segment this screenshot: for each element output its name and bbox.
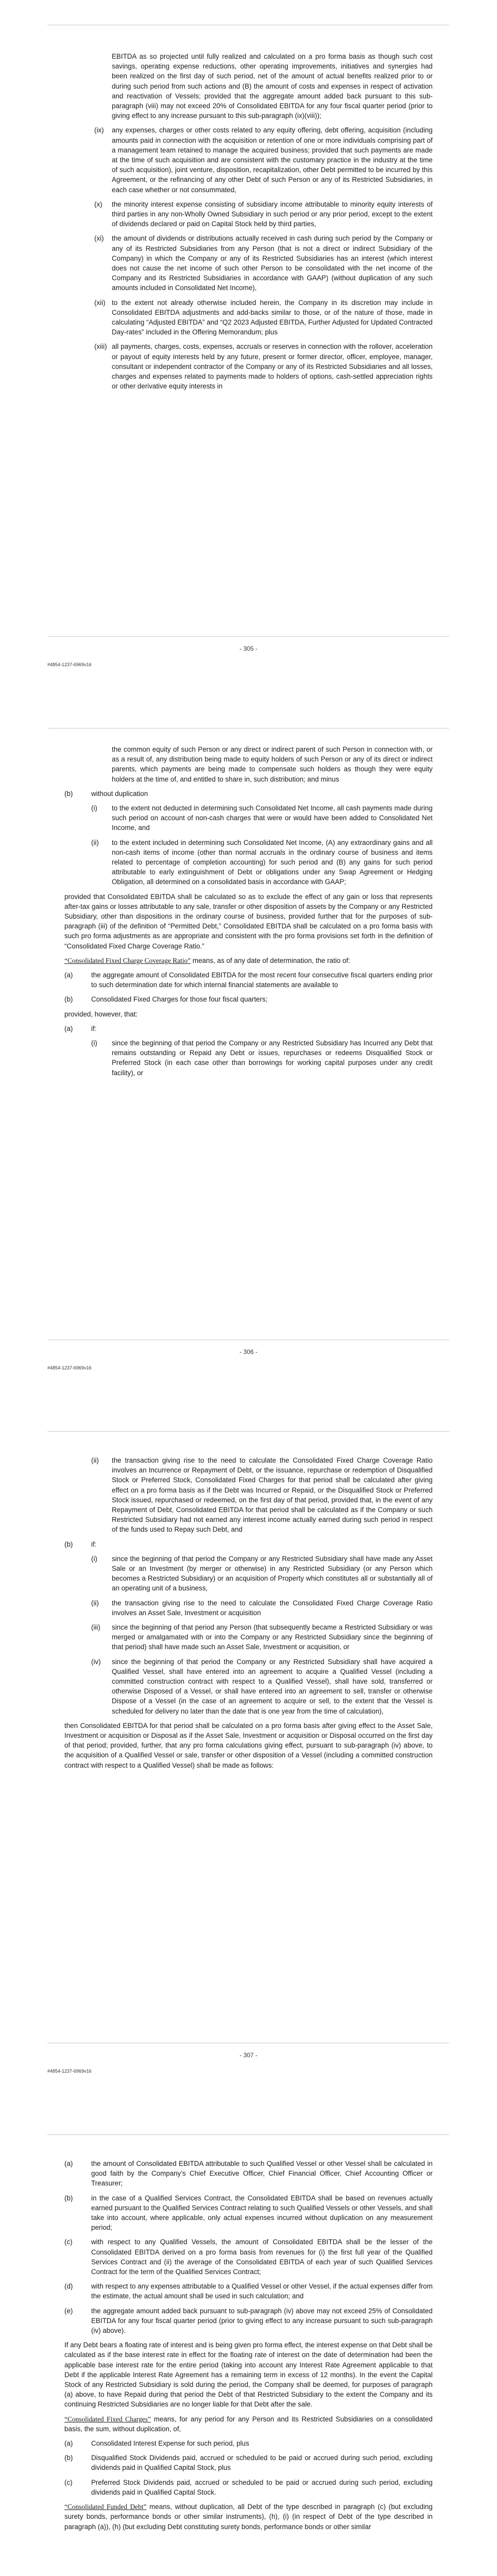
clause-text: in the case of a Qualified Services Contract, the Consolidated EBITDA shall be based on revenues actually earned pursuant to the Qualified Services Contract relating to such Qualified Vessels or other Vessels, and shall take into account, where applicable, only actual expenses incurred without duplication on any measurement period; (91, 2194, 433, 2232)
defined-term: “Consolidated Funded Debt” (64, 2503, 147, 2511)
clause-number: (xiii) (94, 343, 107, 351)
clause-item (64, 994, 433, 1004)
clause-text: Consolidated Fixed Charges for those four fiscal quarters; (91, 995, 268, 1004)
clause-item (64, 803, 433, 833)
clause-number: (xii) (94, 298, 106, 307)
defined-term: “Consolidated Fixed Charge Coverage Ratio” (64, 956, 191, 964)
clause-text: to the extent not already otherwise included herein, the Company in its discretion may include in Consolidated EBITDA adjustments and add-backs similar to those, or of the nature of those, made in calculating “Adjusted EBITDA” and “Q2 2023 Adjusted EBITDA, Further Adjusted for Updated Contracted Day-rates” included in the Offering Memorandum; plus (112, 298, 433, 336)
definition-paragraph (64, 2502, 433, 2532)
clause-item (64, 2193, 433, 2233)
clause-item (64, 1539, 433, 1549)
clause-text: Preferred Stock Dividends paid, accrued or scheduled to be paid or accrued during such period, excluding dividends paid in Qualified Capital Stock. (91, 2478, 433, 2496)
definition-paragraph (64, 956, 433, 965)
clause-text: without duplication (91, 789, 148, 798)
clause-number: (a) (64, 1024, 73, 1032)
clause-number: (i) (91, 1554, 97, 1563)
clause-text: if: (91, 1024, 97, 1032)
clause-number: (ii) (91, 838, 99, 846)
floating-rate-paragraph: If any Debt bears a floating rate of interest and is being given pro forma effect, the interest expense on that Debt shall be calculated as if the base interest rate in effect for the floating rate of interest on the date of determination had been the applicable base interest rate for the entire period (taking into account any Interest Rate Agreement applicable to that Debt if the applicable Interest Rate Agreement has a remaining term in excess of 12 months). In the event the Capital Stock of any Restricted Subsidiary is sold during the period, the Company shall be deemed, for purposes of paragraph (a) above, to have Repaid during that period the Debt of that Restricted Subsidiary to the extent the Company and its continuing Restricted Subsidiaries are no longer liable for that Debt after the sale. (64, 2341, 433, 2409)
defined-term: “Consolidated Fixed Charges” (64, 2415, 151, 2423)
clause-text: Consolidated Interest Expense for such period, plus (91, 2439, 249, 2448)
proviso-paragraph: provided that Consolidated EBITDA shall be calculated so as to exclude the effect of any gain or loss that represents after-tax gains or losses attributable to any sale, transfer or other disposition of assets by the Company or any Restricted Subsidiary, other than dispositions in the ordinary course of business, provided further that for the purposes of sub-paragraph (iii) of the definition of “Permitted Debt,” Consolidated EBITDA shall be calculated on a pro forma basis with such pro forma adjustments as are appropriate and consistent with the pro forma provisions set forth in the definition of “Consolidated Fixed Charge Coverage Ratio.” (64, 892, 433, 950)
clause-number: (iv) (91, 1657, 101, 1666)
proviso-line: provided, however, that: (64, 1010, 138, 1018)
clause-item (64, 199, 433, 229)
definition-paragraph (64, 2414, 433, 2434)
clause-text: any expenses, charges or other costs related to any equity offering, debt offering, acquisition (including amounts paid in connection with the acquisition or retention of one or more individuals comprising part of a management team retained to manage the acquired business; provided that such payments are made at the time of such acquisition and are consistent with the customary practice in the industry at the time of such acquisition), joint venture, disposition, recapitalization, other Debt permitted to be incurred by this Agreement, or the refinancing of any other Debt of such Person or any of its Restricted Subsidiaries, in each case whether or not consummated, (112, 126, 433, 194)
closing-paragraph: then Consolidated EBITDA for that period shall be calculated on a pro forma basis after giving effect to the Asset Sale, Investment or acquisition or Disposal as if the Asset Sale, Investment or acquisition or Disposal occurred on the first day of that period; provided, further, that any pro forma calculations giving effect, pursuant to sub-paragraph (iv) above, to the acquisition of a Qualified Vessel or sale, transfer or other disposition of a Vessel (including a committed construction contract with respect to a Qualified Vessel) shall be made as follows: (64, 1721, 433, 1769)
document-page-307 (0, 1406, 497, 2110)
paragraph-continuation: the common equity of such Person or any direct or indirect parent of such Person in connection with, or as a result of, any distribution being made to equity holders of such Person or any of its direct or indirect parents, which payments are being made to compensate such holders as though they were equity holders at the time of, and entitled to share in, such distribution; and minus (112, 745, 433, 783)
clause-text: with respect to any expenses attributable to a Qualified Vessel or other Vessel, if the actual expenses differ from the estimate, the actual amount shall be used in such calculation; and (91, 2282, 433, 2300)
clause-item (64, 342, 433, 391)
page-number: - 306 - (239, 1348, 258, 1355)
clause-number: (ii) (91, 1456, 99, 1464)
clause-number: (b) (64, 2454, 73, 2462)
clause-text: since the beginning of that period any Person (that subsequently became a Restricted Subsidiary or was merged or amalgamated with or into the Company or any Restricted Subsidiary since the beginning of that period) shall have made such an Asset Sale, Investment or acquisition, or (112, 1623, 433, 1651)
clause-number: (b) (64, 2194, 73, 2202)
clause-item (64, 298, 433, 337)
page-body (64, 52, 433, 396)
clause-item (64, 970, 433, 990)
clause-number: (a) (64, 971, 73, 979)
clause-text: the minority interest expense consisting of subsidiary income attributable to minority equity interests of third parties in any non-Wholly Owned Subsidiary in such period or any prior period, except to the extent of dividends declared or paid on Capital Stock held by third parties, (112, 200, 433, 228)
clause-item (64, 1024, 433, 1033)
clause-item (64, 233, 433, 293)
page-body (64, 2159, 433, 2536)
page-body (64, 744, 433, 1082)
clause-text: the transaction giving rise to the need to calculate the Consolidated Fixed Charge Coverage Ratio involves an Asset Sale, Investment or acquisition (112, 1599, 433, 1617)
clause-item (64, 1038, 433, 1078)
definition-text: means, for any period for any Person and its Restricted Subsidiaries on a consolidated basis, the sum, without duplication, of, (64, 2415, 433, 2433)
clause-number: (ii) (91, 1599, 99, 1607)
clause-item (64, 1554, 433, 1594)
clause-number: (b) (64, 995, 73, 1004)
clause-text: the transaction giving rise to the need to calculate the Consolidated Fixed Charge Coverage Ratio involves an Incurrence or Repayment of Debt, or the issuance, repurchase or redemption of Disqualified Stock or Preferred Stock, Consolidated Fixed Charges for that period shall be calculated after giving effect on a pro forma basis as if the Debt was Incurred or Repaid, or the Disqualified Stock or Preferred Stock issued, repurchased or redeemed, on the first day of that period, provided that, in the event of any Repayment of Debt, Consolidated EBITDA for that period shall be calculated as if the Company or such Restricted Subsidiary had not earned any interest income actually earned during such period in respect of the funds used to Repay such Debt, and (112, 1456, 433, 1534)
clause-text: the amount of Consolidated EBITDA attributable to such Qualified Vessel or other Vessel shall be calculated in good faith by the Company’s Chief Executive Officer, Chief Financial Officer, Chief Accounting Officer or Treasurer; (91, 2160, 433, 2188)
page-bottom-rule (47, 636, 449, 637)
clause-item (64, 1455, 433, 1535)
definition-text: means, without duplication, all Debt of the type described in paragraph (c) (but excluding surety bonds, performance bonds or other similar instruments), (h), (i) (in respect of Debt of the type described in paragraph (a)), (h) (but excluding Debt constituting surety bonds, performance bonds or other similar (64, 2503, 433, 2531)
clause-text: since the beginning of that period the Company or any Restricted Subsidiary shall have acquired a Qualified Vessel, shall have entered into an agreement to acquire a Qualified Vessel (including a committed construction contract with respect to a Qualified Vessel), shall have sold, transferred or otherwise Disposed of a Vessel, or shall have entered into an agreement to sell, transfer or otherwise Dispose of a Vessel (in the case of an agreement to acquire or sell, to the extent that the Vessel is scheduled for delivery no later than the date that is one year from the time of calculation), (112, 1657, 433, 1715)
clause-number: (ix) (94, 126, 104, 134)
document-page-306 (0, 703, 497, 1406)
clause-number: (d) (64, 2282, 73, 2291)
clause-text: all payments, charges, costs, expenses, accruals or reserves in connection with the rollover, acceleration or payout of equity interests held by any future, present or former director, officer, employee, manager, consultant or independent contractor of the Company or any of its Restricted Subsidiaries and all losses, charges and expenses related to payments made to holders of options, cash-settled appreciation rights or other derivative equity interests in (112, 343, 433, 391)
clause-text: since the beginning of that period the Company or any Restricted Subsidiary shall have made any Asset Sale or an Investment (by merger or otherwise) in any Restricted Subsidiary (or any Person which becomes a Restricted Subsidiary) or an acquisition of Property which constitutes all or substantially all of an operating unit of a business, (112, 1554, 433, 1592)
page-top-rule (47, 2134, 449, 2135)
clause-item (64, 2237, 433, 2277)
document-page-308 (0, 2110, 497, 2576)
clause-number: (c) (64, 2238, 73, 2246)
clause-number: (i) (91, 804, 97, 812)
clause-text: Disqualified Stock Dividends paid, accrued or scheduled to be paid or accrued during such period, excluding dividends paid in Qualified Capital Stock, plus (91, 2454, 433, 2472)
page-body (64, 1455, 433, 1775)
clause-number: (b) (64, 789, 73, 798)
clause-number: (c) (64, 2478, 73, 2486)
clause-text: to the extent not deducted in determining such Consolidated Net Income, all cash payments made during such period on account of non-cash charges that were or would have been added to Consolidated Net Income, and (112, 804, 433, 832)
clause-text: since the beginning of that period the Company or any Restricted Subsidiary has Incurred any Debt that remains outstanding or Repaid any Debt or issues, repurchases or redeems Disqualified Stock or Preferred Stock (in each case other than borrowings for working capital purposes under any credit facility), or (112, 1039, 433, 1077)
document-id: #4854-1237-6969v16 (47, 1365, 92, 1370)
page-number: - 307 - (239, 2052, 258, 2059)
document-id: #4854-1237-6969v16 (47, 662, 92, 667)
document-id: #4854-1237-6969v16 (47, 2069, 92, 2074)
clause-item (64, 1598, 433, 1618)
clause-item (64, 1657, 433, 1716)
clause-text: the aggregate amount of Consolidated EBITDA for the most recent four consecutive fiscal quarters ending prior to such determination date for which internal financial statements are available to (91, 971, 433, 989)
clause-item (64, 125, 433, 194)
clause-item (64, 2453, 433, 2472)
clause-number: (x) (94, 200, 102, 208)
clause-number: (e) (64, 2307, 73, 2315)
clause-item (64, 2281, 433, 2301)
clause-number: (b) (64, 1540, 73, 1548)
page-number: - 305 - (239, 645, 258, 652)
clause-number: (xi) (94, 234, 104, 243)
clause-item (64, 2306, 433, 2336)
clause-item (64, 2159, 433, 2189)
clause-number: (a) (64, 2160, 73, 2167)
clause-item (64, 838, 433, 887)
clause-text: to the extent included in determining such Consolidated Net Income, (A) any extraordinary gains and all non-cash items of income (other than normal accruals in the ordinary course of business and items related to percentage of completion accounting) for such period and (B) any gains for such period attributable to early extinguishment of Debt or obligations under any Swap Agreement or Hedging Obligation, all determined on a consolidated basis in accordance with GAAP; (112, 838, 433, 886)
clause-text: the amount of dividends or distributions actually received in cash during such period by the Company or any of its Restricted Subsidiaries from any Person (that is not a direct or indirect Subsidiary of the Company) in which the Company or any of its Restricted Subsidiaries has an interest (which interest does not cause the net income of such other Person to be consolidated with the net income of the Company and its Restricted Subsidiaries in accordance with GAAP) (without duplication of any such amounts included in Consolidated Net Income), (112, 234, 433, 292)
clause-number: (i) (91, 1039, 97, 1047)
page-top-rule (47, 1431, 449, 1432)
clause-text: with respect to any Qualified Vessels, the amount of Consolidated EBITDA shall be the lesser of the Consolidated EBITDA derived on a pro forma basis from revenues for (i) the first full year of the Qualified Services Contract and (ii) the average of the Consolidated EBITDA of each year of such Qualified Services Contract for the term of the Qualified Services Contract; (91, 2238, 433, 2276)
clause-text: if: (91, 1540, 97, 1548)
clause-number: (iii) (91, 1623, 100, 1632)
paragraph-continuation: EBITDA as so projected until fully realized and calculated on a pro forma basis as though such cost savings, operating expense reductions, other operating improvements, initiatives and synergies had been realized on the first day of such period, net of the amount of actual benefits realized prior to or during such period from such actions and (B) the amount of costs and expenses in respect of activation and reactivation of Vessels; provided that the aggregate amount added back pursuant to this sub-paragraph (viii) may not exceed 20% of Consolidated EBITDA for any four fiscal quarter period (prior to giving effect to any increase pursuant to this sub-paragraph (ix)(viii)); (112, 53, 433, 120)
clause-number: (a) (64, 2439, 73, 2448)
clause-item (64, 1622, 433, 1652)
clause-item (64, 789, 433, 799)
clause-item (64, 2478, 433, 2497)
document-page-305 (0, 0, 497, 703)
clause-text: the aggregate amount added back pursuant to sub-paragraph (iv) above may not exceed 25% of Consolidated EBITDA for any four fiscal quarter period (prior to giving effect to any increase pursuant to such sub-paragraph (iv) above). (91, 2307, 433, 2335)
clause-item (64, 2438, 433, 2448)
definition-text: means, as of any date of determination, the ratio of: (191, 956, 350, 964)
